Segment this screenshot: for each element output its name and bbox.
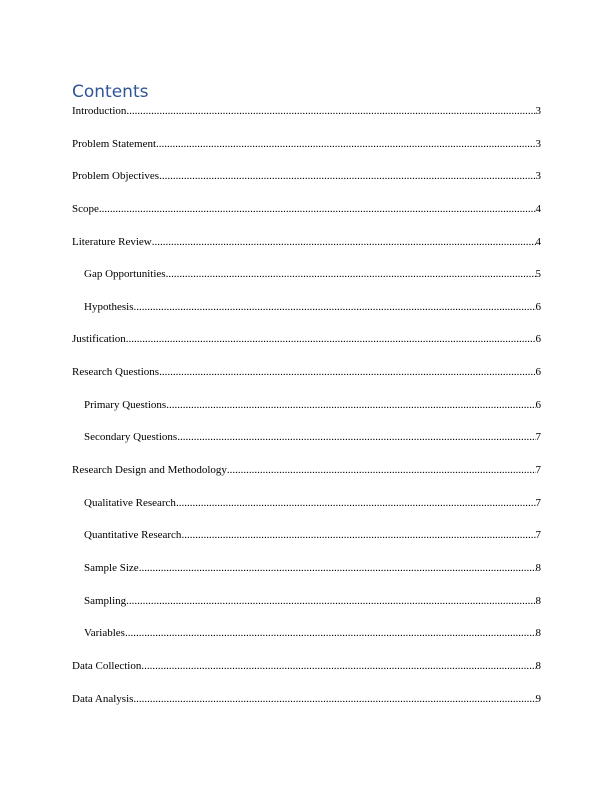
- toc-dot-leader: [159, 362, 535, 383]
- toc-list: [72, 101, 541, 721]
- toc-entry[interactable]: [72, 525, 541, 546]
- toc-entry[interactable]: [72, 166, 541, 187]
- toc-entry-page-number: 7: [535, 464, 541, 477]
- toc-entry-page-number: 6: [535, 398, 541, 411]
- toc-entry-page-number: 4: [535, 235, 541, 248]
- toc-dot-leader: [166, 395, 535, 416]
- toc-entry-title: Sampling: [84, 594, 127, 607]
- toc-dot-leader: [126, 329, 536, 350]
- toc-dot-leader: [177, 427, 535, 448]
- toc-entry[interactable]: [72, 395, 541, 416]
- toc-entry-title: Research Questions: [72, 366, 160, 379]
- toc-entry[interactable]: [72, 134, 541, 155]
- toc-dot-leader: [141, 656, 535, 677]
- toc-entry-page-number: 8: [535, 659, 541, 672]
- toc-entry-title: Literature Review: [72, 235, 152, 248]
- toc-entry-title: Hypothesis: [84, 300, 134, 313]
- toc-entry-title: Problem Statement: [72, 137, 157, 150]
- toc-dot-leader: [227, 460, 536, 481]
- toc-entry-page-number: 7: [535, 496, 541, 509]
- toc-entry-title: Justification: [72, 333, 126, 346]
- toc-entry[interactable]: [72, 362, 541, 383]
- toc-dot-leader: [133, 689, 535, 710]
- toc-entry-title: Primary Questions: [84, 398, 167, 411]
- toc-entry[interactable]: [72, 558, 541, 579]
- toc-entry-page-number: 8: [535, 627, 541, 640]
- toc-entry-title: Data Analysis: [72, 692, 134, 705]
- toc-entry-title: Research Design and Methodology: [72, 464, 227, 477]
- toc-entry[interactable]: [72, 232, 541, 253]
- toc-entry[interactable]: [72, 689, 541, 710]
- toc-entry-page-number: 6: [535, 333, 541, 346]
- toc-entry-title: Secondary Questions: [84, 431, 178, 444]
- toc-entry[interactable]: [72, 199, 541, 220]
- toc-dot-leader: [152, 232, 536, 253]
- toc-dot-leader: [125, 623, 536, 644]
- toc-dot-leader: [166, 264, 536, 285]
- toc-entry-page-number: 7: [535, 529, 541, 542]
- toc-dot-leader: [156, 134, 535, 155]
- toc-entry-title: Sample Size: [84, 561, 139, 574]
- toc-entry-page-number: 4: [535, 202, 541, 215]
- toc-dot-leader: [126, 101, 535, 122]
- toc-entry-page-number: 6: [535, 366, 541, 379]
- toc-entry-page-number: 8: [535, 561, 541, 574]
- toc-dot-leader: [134, 297, 536, 318]
- toc-entry-page-number: 3: [535, 105, 541, 117]
- toc-entry[interactable]: [72, 493, 541, 514]
- toc-entry-page-number: 6: [535, 300, 541, 313]
- toc-entry[interactable]: [72, 101, 541, 122]
- toc-entry[interactable]: [72, 329, 541, 350]
- toc-entry-title: Problem Objectives: [72, 170, 160, 183]
- toc-entry-page-number: 8: [535, 594, 541, 607]
- toc-entry-title: Data Collection: [72, 659, 142, 672]
- toc-entry[interactable]: [72, 427, 541, 448]
- toc-dot-leader: [159, 166, 535, 187]
- toc-entry-title: Quantitative Research: [84, 529, 182, 542]
- toc-entry[interactable]: [72, 656, 541, 677]
- toc-entry[interactable]: [72, 460, 541, 481]
- toc-entry[interactable]: [72, 591, 541, 612]
- toc-entry[interactable]: [72, 297, 541, 318]
- toc-entry-page-number: 5: [535, 268, 541, 281]
- toc-entry-title: Introduction: [72, 105, 127, 117]
- toc-entry[interactable]: [72, 264, 541, 285]
- toc-entry-title: Qualitative Research: [84, 496, 176, 509]
- toc-entry-page-number: 3: [535, 137, 541, 150]
- toc-heading: Contents: [72, 82, 149, 102]
- toc-entry-page-number: 9: [535, 692, 541, 705]
- toc-entry-page-number: 3: [535, 170, 541, 183]
- toc-entry-title: Gap Opportunities: [84, 268, 166, 281]
- toc-dot-leader: [99, 199, 536, 220]
- toc-dot-leader: [126, 591, 535, 612]
- toc-entry-title: Scope: [72, 202, 99, 215]
- toc-entry[interactable]: [72, 623, 541, 644]
- toc-dot-leader: [139, 558, 536, 579]
- toc-dot-leader: [176, 493, 536, 514]
- toc-dot-leader: [181, 525, 535, 546]
- toc-entry-title: Variables: [84, 627, 125, 640]
- toc-entry-page-number: 7: [535, 431, 541, 444]
